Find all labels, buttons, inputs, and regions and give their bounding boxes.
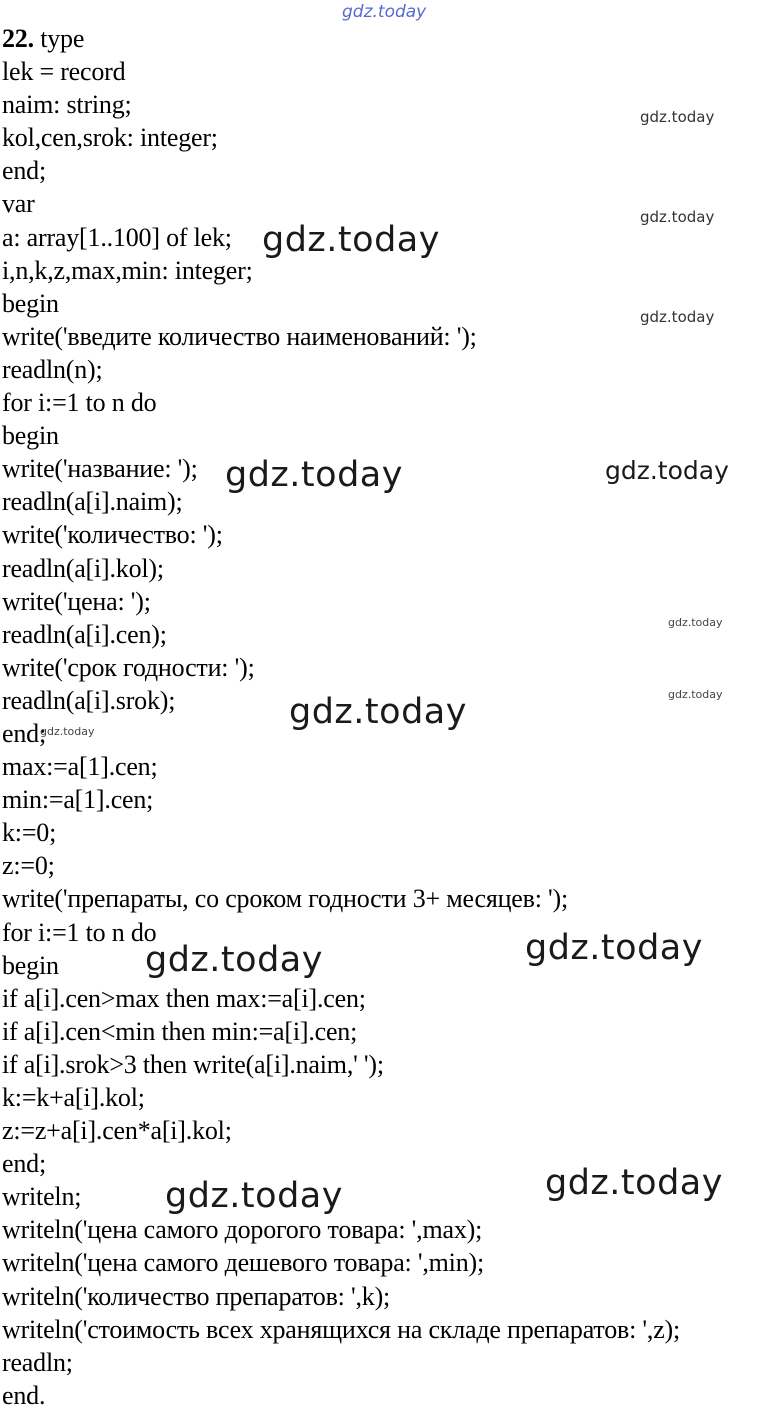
code-line: end; xyxy=(2,1149,46,1179)
watermark: gdz.today xyxy=(145,940,323,980)
code-line: z:=z+a[i].cen*a[i].kol; xyxy=(2,1116,232,1146)
watermark: gdz.today xyxy=(668,688,723,701)
watermark: gdz.today xyxy=(605,456,729,485)
code-line: writeln('цена самого дешевого товара: ',min); xyxy=(2,1248,484,1278)
watermark: gdz.today xyxy=(40,725,95,738)
code-line: if a[i].srok>3 then write(a[i].naim,' '); xyxy=(2,1049,384,1079)
code-line: writeln('цена самого дорогого товара: ',max); xyxy=(2,1215,483,1245)
code-line: lek = record xyxy=(2,57,126,87)
code-line: write('препараты, со сроком годности 3+ месяцев: '); xyxy=(2,884,569,914)
code-line: z:=0; xyxy=(2,851,55,881)
code-line: readln(a[i].naim); xyxy=(2,487,183,517)
code-line: var xyxy=(2,189,35,219)
code-line: write('введите количество наименований: '); xyxy=(2,321,477,351)
watermark: gdz.today xyxy=(640,208,715,226)
code-line: readln(a[i].cen); xyxy=(2,619,167,649)
code-line: write('название: '); xyxy=(2,454,198,484)
watermark: gdz.today xyxy=(289,692,467,732)
code-line: i,n,k,z,max,min: integer; xyxy=(2,255,253,285)
code-line: k:=0; xyxy=(2,818,57,848)
watermark: gdz.today xyxy=(165,1176,343,1216)
code-line: writeln('стоимость всех хранящихся на складе препаратов: ',z); xyxy=(2,1314,681,1344)
watermark: gdz.today xyxy=(545,1163,723,1203)
code-line: min:=a[1].cen; xyxy=(2,785,154,815)
code-line: writeln('количество препаратов: ',k); xyxy=(2,1281,391,1311)
code-keyword-type: type xyxy=(33,24,85,53)
code-line: readln(a[i].kol); xyxy=(2,553,164,583)
code-line: write('срок годности: '); xyxy=(2,652,255,682)
watermark: gdz.today xyxy=(525,928,703,968)
code-line: begin xyxy=(2,950,59,980)
code-line-1 xyxy=(2,22,680,55)
code-line: end; xyxy=(2,718,46,748)
code-line: readln(a[i].srok); xyxy=(2,685,176,715)
code-line: a: array[1..100] of lek; xyxy=(2,222,232,252)
code-line: max:=a[1].cen; xyxy=(2,752,158,782)
code-line: readln; xyxy=(2,1347,73,1377)
code-line: readln(n); xyxy=(2,354,103,384)
code-line: for i:=1 to n do xyxy=(2,917,157,947)
watermark: gdz.today xyxy=(640,308,715,326)
watermark-top: gdz.today xyxy=(342,2,427,22)
code-listing xyxy=(2,22,680,1412)
watermark: gdz.today xyxy=(640,108,715,126)
watermark: gdz.today xyxy=(668,616,723,629)
watermark: gdz.today xyxy=(225,455,403,495)
code-line: end; xyxy=(2,156,46,186)
code-line: begin xyxy=(2,421,59,451)
code-line: if a[i].cen>max then max:=a[i].cen; xyxy=(2,983,366,1013)
code-line: write('цена: '); xyxy=(2,586,151,616)
code-line: for i:=1 to n do xyxy=(2,388,157,418)
code-line: end. xyxy=(2,1380,46,1410)
watermark: gdz.today xyxy=(262,220,440,260)
code-line: k:=k+a[i].kol; xyxy=(2,1083,145,1112)
code-line: writeln; xyxy=(2,1182,82,1212)
problem-number: 22. xyxy=(2,24,34,53)
code-line: if a[i].cen<min then min:=a[i].cen; xyxy=(2,1016,358,1046)
code-line: kol,cen,srok: integer; xyxy=(2,123,218,153)
code-line: begin xyxy=(2,288,59,318)
code-line: naim: string; xyxy=(2,90,132,120)
code-line: write('количество: '); xyxy=(2,520,223,550)
